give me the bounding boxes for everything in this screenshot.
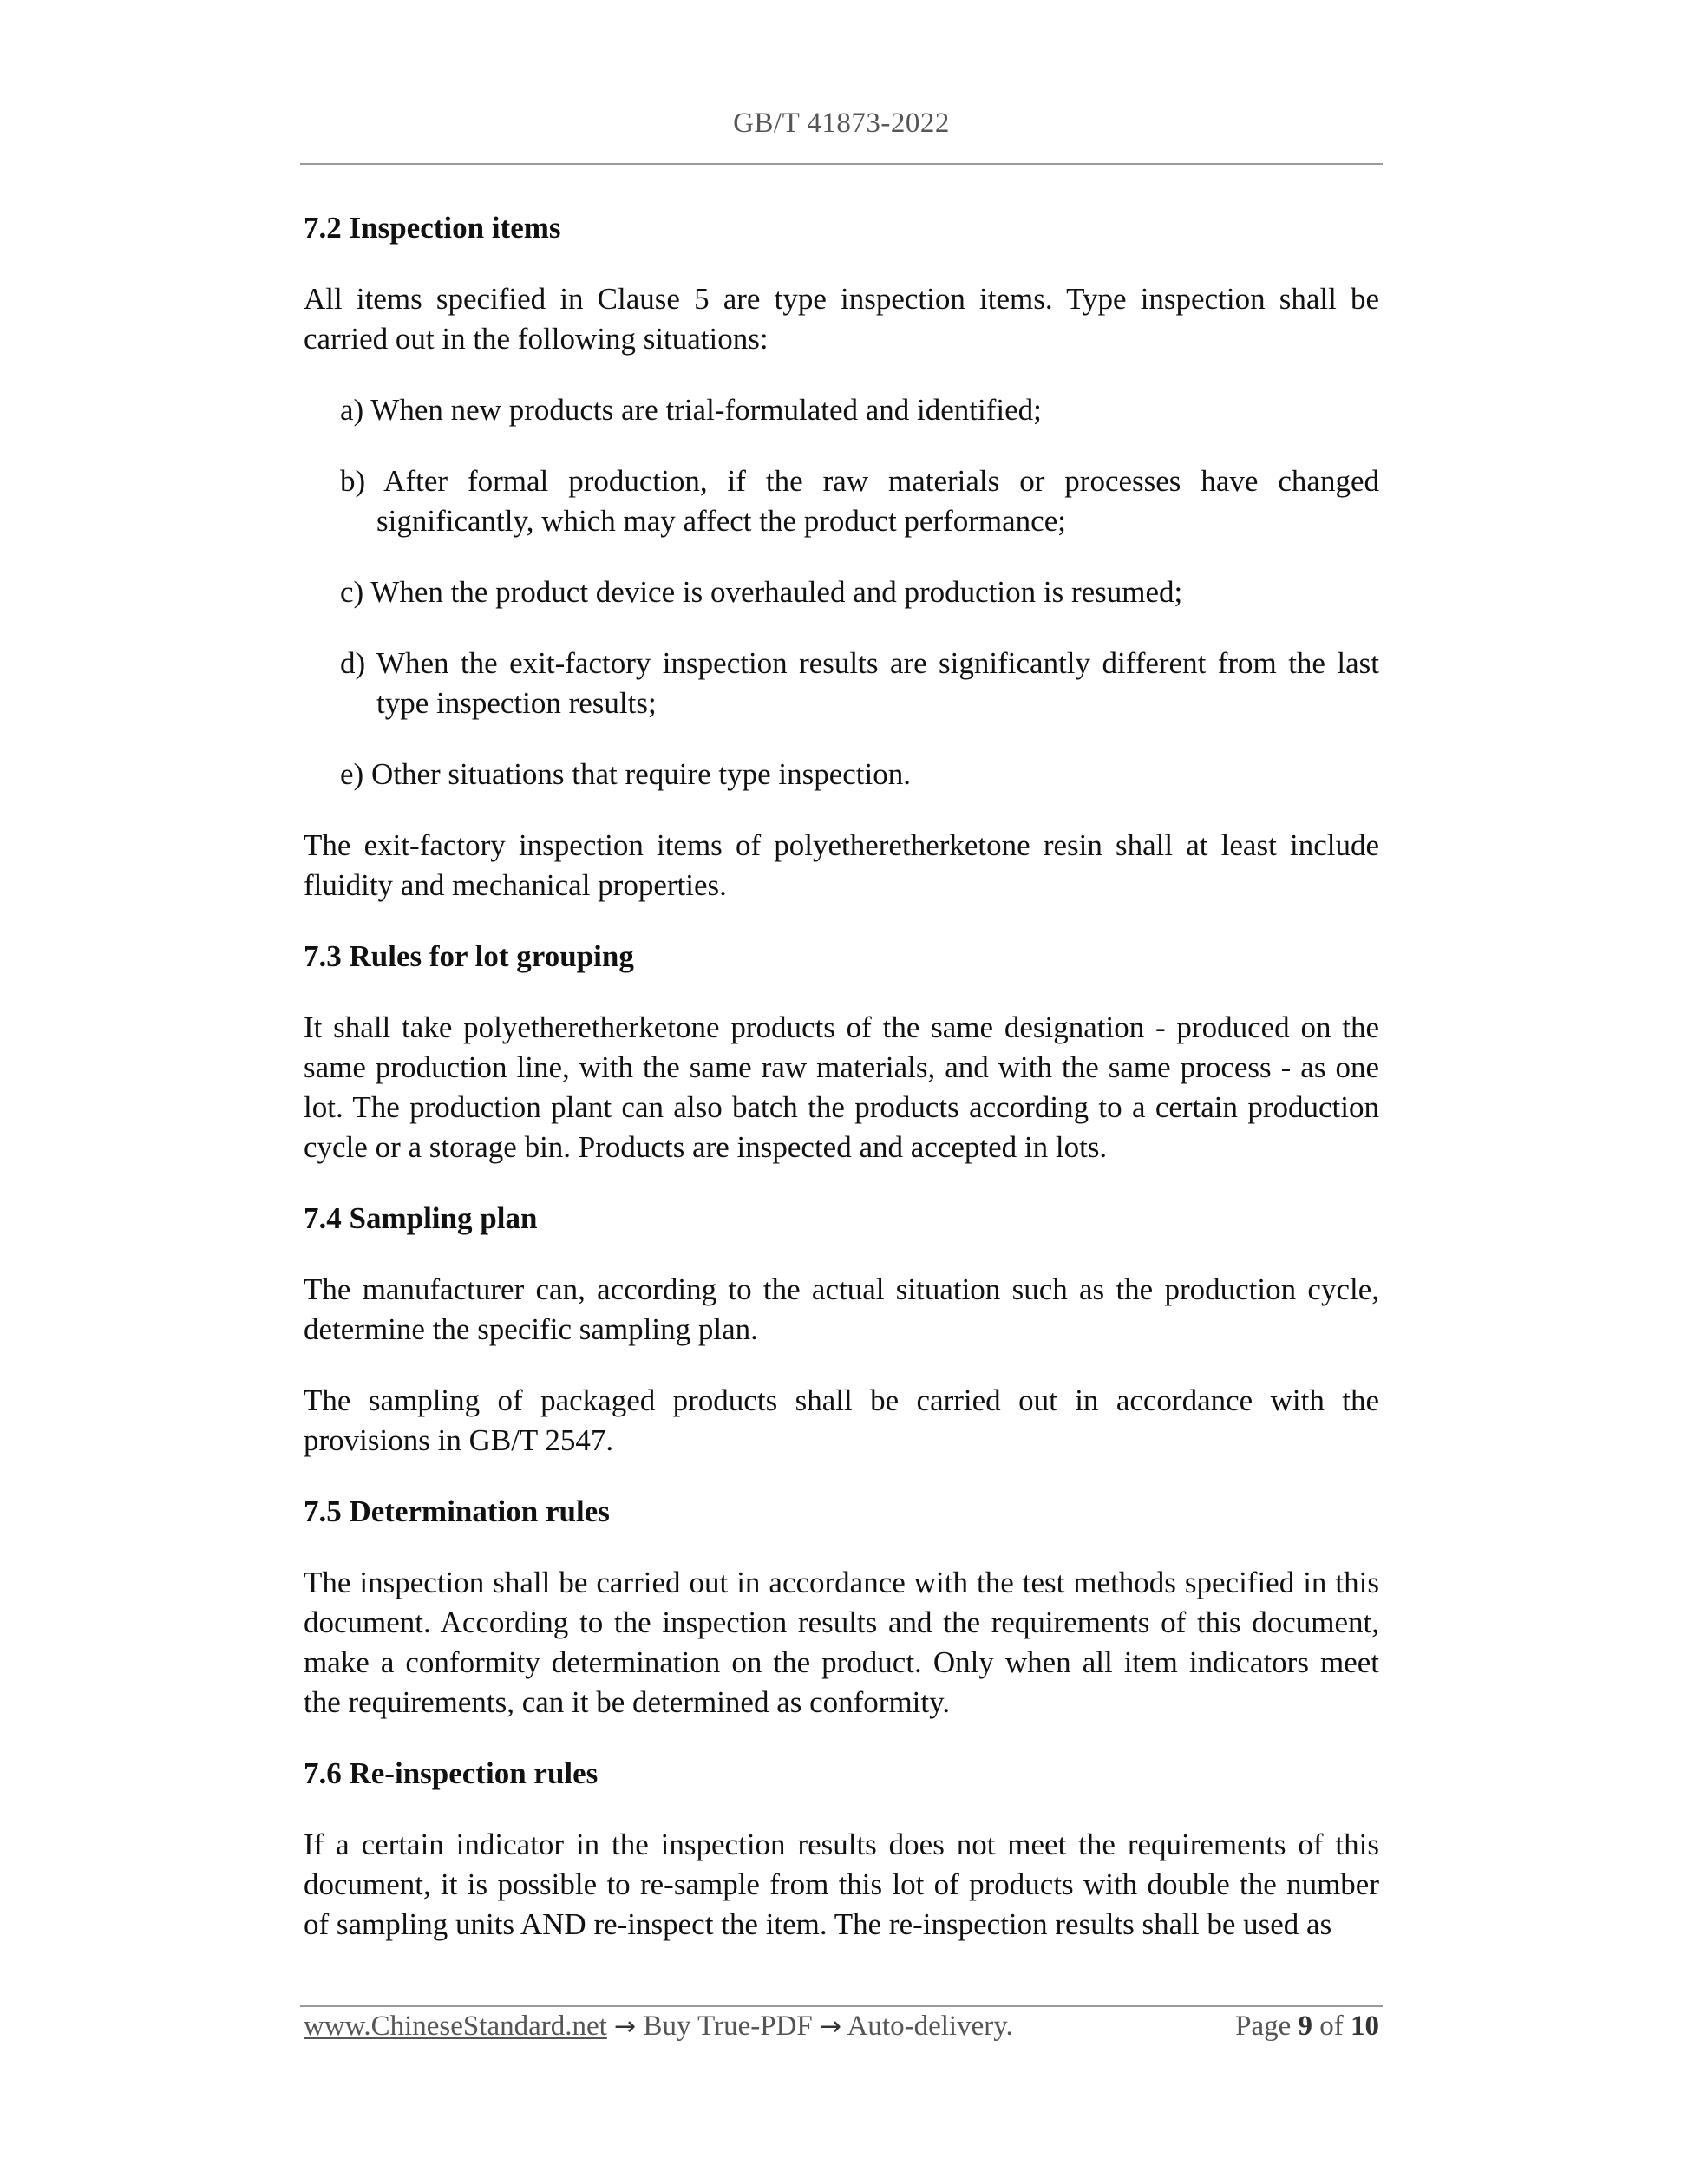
page-footer bbox=[304, 2011, 1379, 2043]
list-item-d: d) When the exit-factory inspection results are significantly different from the last type inspection results; bbox=[340, 646, 1379, 720]
of-label: of bbox=[1319, 2011, 1344, 2042]
section-heading-7-2: 7.2 Inspection items bbox=[304, 211, 561, 245]
list-item-b: b) After formal production, if the raw materials or processes have changed significantly, which may affect the product performance; bbox=[340, 464, 1379, 538]
arrow-right-icon: → bbox=[614, 2011, 637, 2042]
header-divider bbox=[300, 163, 1383, 165]
page-number-indicator bbox=[1235, 2011, 1379, 2043]
page-header-title: GB/T 41873-2022 bbox=[733, 108, 950, 139]
section-heading-7-5: 7.5 Determination rules bbox=[304, 1494, 610, 1528]
footer-site-link[interactable]: www.ChineseStandard.net bbox=[304, 2011, 607, 2042]
section-heading-7-6: 7.6 Re-inspection rules bbox=[304, 1756, 599, 1790]
section-7-5-body: The inspection shall be carried out in accordance with the test methods specified in this document. According to the inspection results and the requirements of this document, make a conformity determination on the product. Only when all item indicators meet the requirements, can it be determined as conformity. bbox=[304, 1566, 1379, 1719]
footer-left bbox=[304, 2011, 1013, 2043]
list-item-e: e) Other situations that require type inspection. bbox=[340, 757, 912, 791]
section-7-6-body: If a certain indicator in the inspection results does not meet the requirements of this document, it is possible to re-sample from this lot of products with double the number of sampling units AND re-inspect the item. The re-inspection results shall be used as bbox=[304, 1828, 1379, 1941]
footer-delivery-text: Auto-delivery. bbox=[847, 2011, 1013, 2042]
arrow-right-icon: → bbox=[820, 2011, 842, 2042]
section-7-3-body: It shall take polyetheretherketone products of the same designation - produced on the same production line, with the same raw materials, and with the same process - as one lot. The production plant can also batch the products according to a certain production cycle or a storage bin. Products are inspected and accepted in lots. bbox=[304, 1010, 1379, 1164]
section-7-2-intro: All items specified in Clause 5 are type inspection items. Type inspection shall be carried out in the following situations: bbox=[304, 282, 1379, 356]
section-heading-7-3: 7.3 Rules for lot grouping bbox=[304, 939, 634, 973]
section-7-2-outro: The exit-factory inspection items of polyetheretherketone resin shall at least include fluidity and mechanical properties. bbox=[304, 828, 1379, 902]
footer-buy-text: Buy True-PDF bbox=[643, 2011, 813, 2042]
section-7-4-body-1: The manufacturer can, according to the actual situation such as the production cycle, determine the specific sampling plan. bbox=[304, 1272, 1379, 1346]
section-heading-7-4: 7.4 Sampling plan bbox=[304, 1201, 538, 1235]
page-total: 10 bbox=[1351, 2011, 1379, 2042]
page-content bbox=[304, 208, 1379, 1976]
footer-divider bbox=[300, 2005, 1383, 2007]
section-7-4-body-2: The sampling of packaged products shall be carried out in accordance with the provisions in GB/T 2547. bbox=[304, 1383, 1379, 1457]
page-label: Page bbox=[1235, 2011, 1292, 2042]
page-current: 9 bbox=[1298, 2011, 1312, 2042]
list-item-c: c) When the product device is overhauled and production is resumed; bbox=[340, 575, 1183, 609]
list-item-a: a) When new products are trial-formulated and identified; bbox=[340, 393, 1042, 427]
